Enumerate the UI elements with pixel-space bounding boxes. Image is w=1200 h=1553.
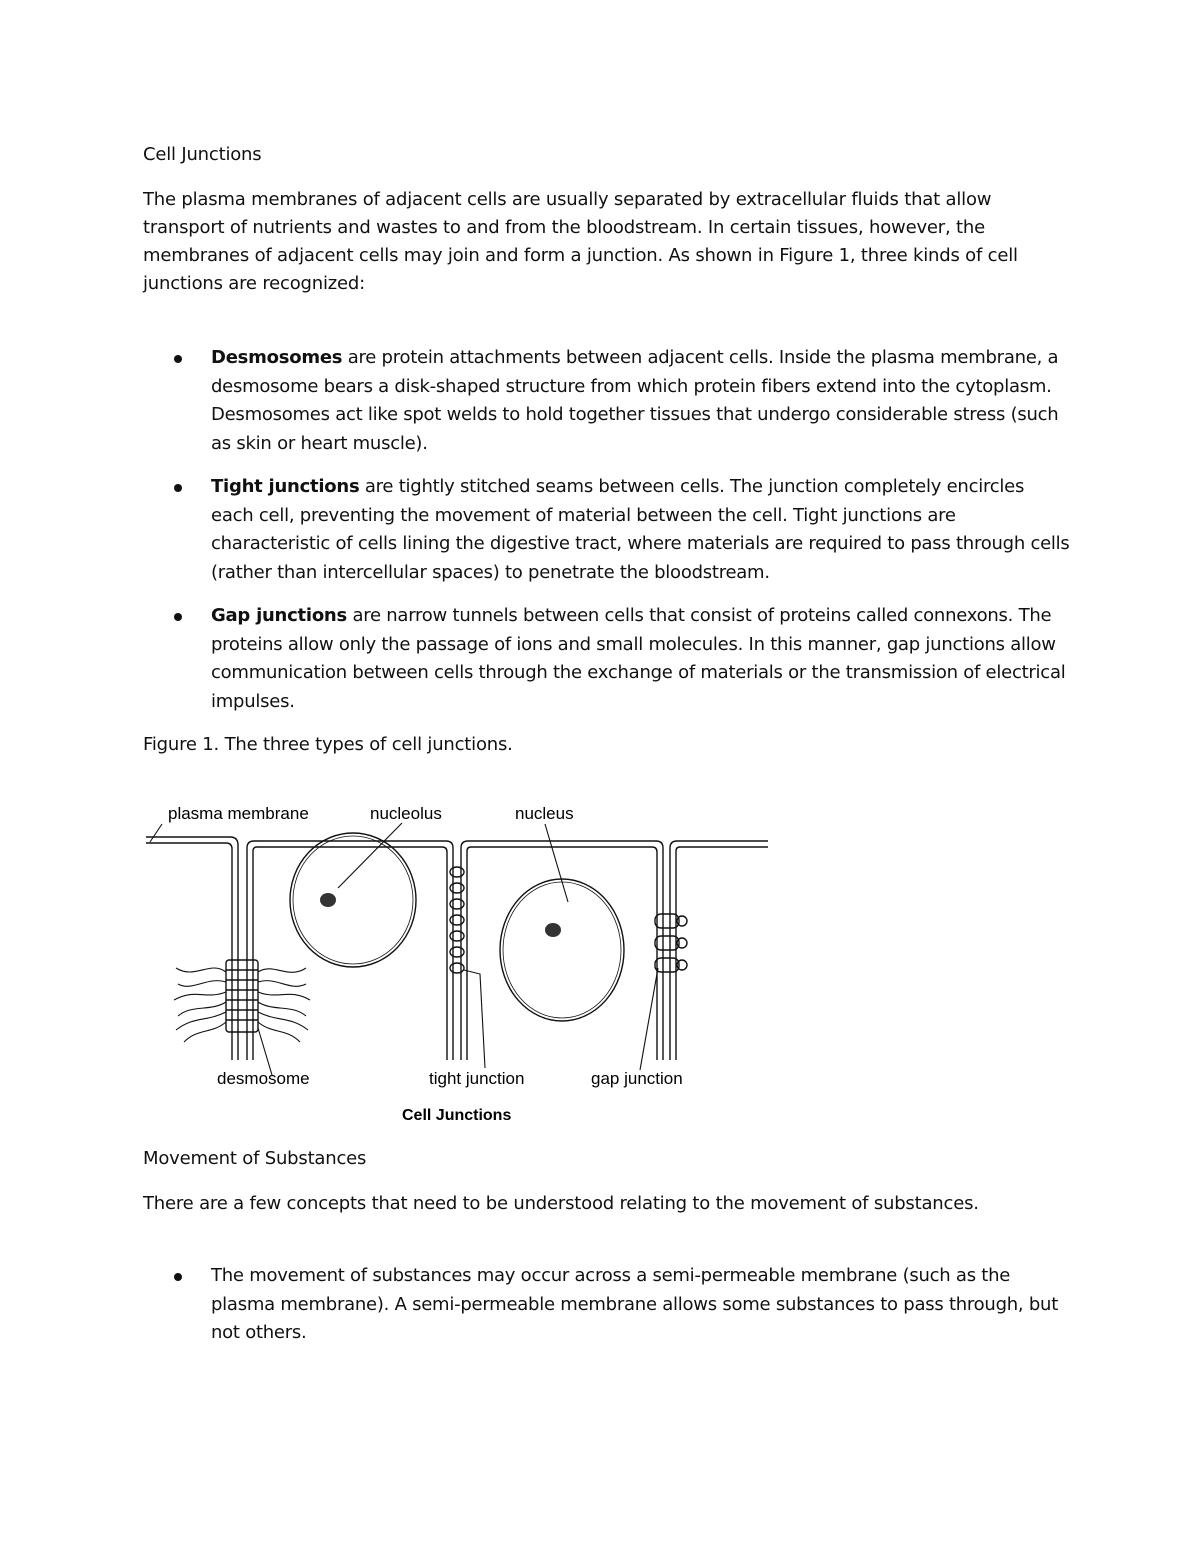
leader-desmosome (258, 1028, 272, 1075)
label-nucleus: nucleus (515, 804, 574, 823)
bullet-icon (174, 484, 182, 492)
figure-caption: Figure 1. The three types of cell junctions. (143, 734, 513, 755)
membrane-cell1-inner (253, 847, 447, 1060)
movement-intro-paragraph: There are a few concepts that need to be understood relating to the movement of substances. (143, 1193, 979, 1214)
section-title-cell-junctions: Cell Junctions (143, 144, 262, 165)
semi-permeable-description: The movement of substances may occur across a semi-permeable membrane (such as the plasma membrane). A semi-permeable membrane allows some substances to pass through, but not others. (211, 1265, 1059, 1343)
intro-paragraph: The plasma membranes of adjacent cells are usually separated by extracellular fluids that allow transport of nutrients and wastes to and from the bloodstream. In certain tissues, however, the membranes of adjacent cells may join and form a junction. As shown in Figure 1, three kinds of cell junctions are recognized: (143, 189, 1018, 294)
figure-title: Cell Junctions (402, 1107, 512, 1124)
cell-junctions-diagram (140, 790, 780, 1135)
list-item-tight-junctions (211, 473, 1071, 587)
term-gap-junctions: Gap junctions (211, 605, 347, 626)
list-item-semi-permeable (211, 1262, 1071, 1348)
term-desmosomes: Desmosomes (211, 347, 343, 368)
label-tight-junction: tight junction (429, 1069, 525, 1088)
list-item-desmosomes (211, 344, 1071, 458)
membrane-left-inner (146, 843, 232, 1060)
tight-junction-beads (450, 867, 464, 973)
label-desmosome: desmosome (217, 1069, 310, 1088)
label-plasma-membrane: plasma membrane (168, 804, 309, 823)
membrane-right-outer (670, 841, 768, 1060)
gap-junctions-description: are narrow tunnels between cells that consist of proteins called connexons. The proteins allow only the passage of ions and small molecules. In this manner, gap junctions allow communication between cells through the exchange of materials or the transmission of electrical impulses. (211, 605, 1066, 712)
bullet-icon (174, 355, 182, 363)
list-item-gap-junctions (211, 602, 1071, 716)
nucleus-right-inner (503, 882, 621, 1018)
label-gap-junction: gap junction (591, 1069, 683, 1088)
bullet-icon (174, 613, 182, 621)
gap-junction-connexons (655, 914, 687, 972)
membrane-cell1-outer (247, 841, 453, 1060)
bullet-icon (174, 1273, 182, 1281)
desmosomes-description: are protein attachments between adjacent cells. Inside the plasma membrane, a desmosome bears a disk-shaped structure from which protein fibers extend into the cytoplasm. Desmosomes act like spot welds to hold together tissues that undergo considerable stress (such as skin or heart muscle). (211, 347, 1059, 454)
leader-nucleus (545, 824, 568, 902)
desmosome-fibers (174, 968, 310, 1042)
leader-gap-junction (640, 968, 658, 1070)
nucleus-left (290, 833, 416, 967)
label-nucleolus: nucleolus (370, 804, 442, 823)
membrane-right-inner (676, 847, 768, 1060)
nucleolus-right (545, 923, 561, 937)
membrane-cell2-outer (461, 841, 663, 1060)
nucleus-left-inner (293, 836, 413, 964)
leader-plasma-membrane (150, 824, 162, 842)
membrane-left-outer (146, 837, 238, 1060)
tight-junctions-description: are tightly stitched seams between cells. The junction completely encircles each cell, preventing the movement of material between the cell. Tight junctions are characteristic of cells lining the digestive tract, where materials are required to pass through cells (rather than intercellular spaces) to penetrate the bloodstream. (211, 476, 1070, 583)
section-title-movement: Movement of Substances (143, 1148, 367, 1169)
term-tight-junctions: Tight junctions (211, 476, 360, 497)
nucleus-right (500, 879, 624, 1021)
nucleolus-left (320, 893, 336, 907)
